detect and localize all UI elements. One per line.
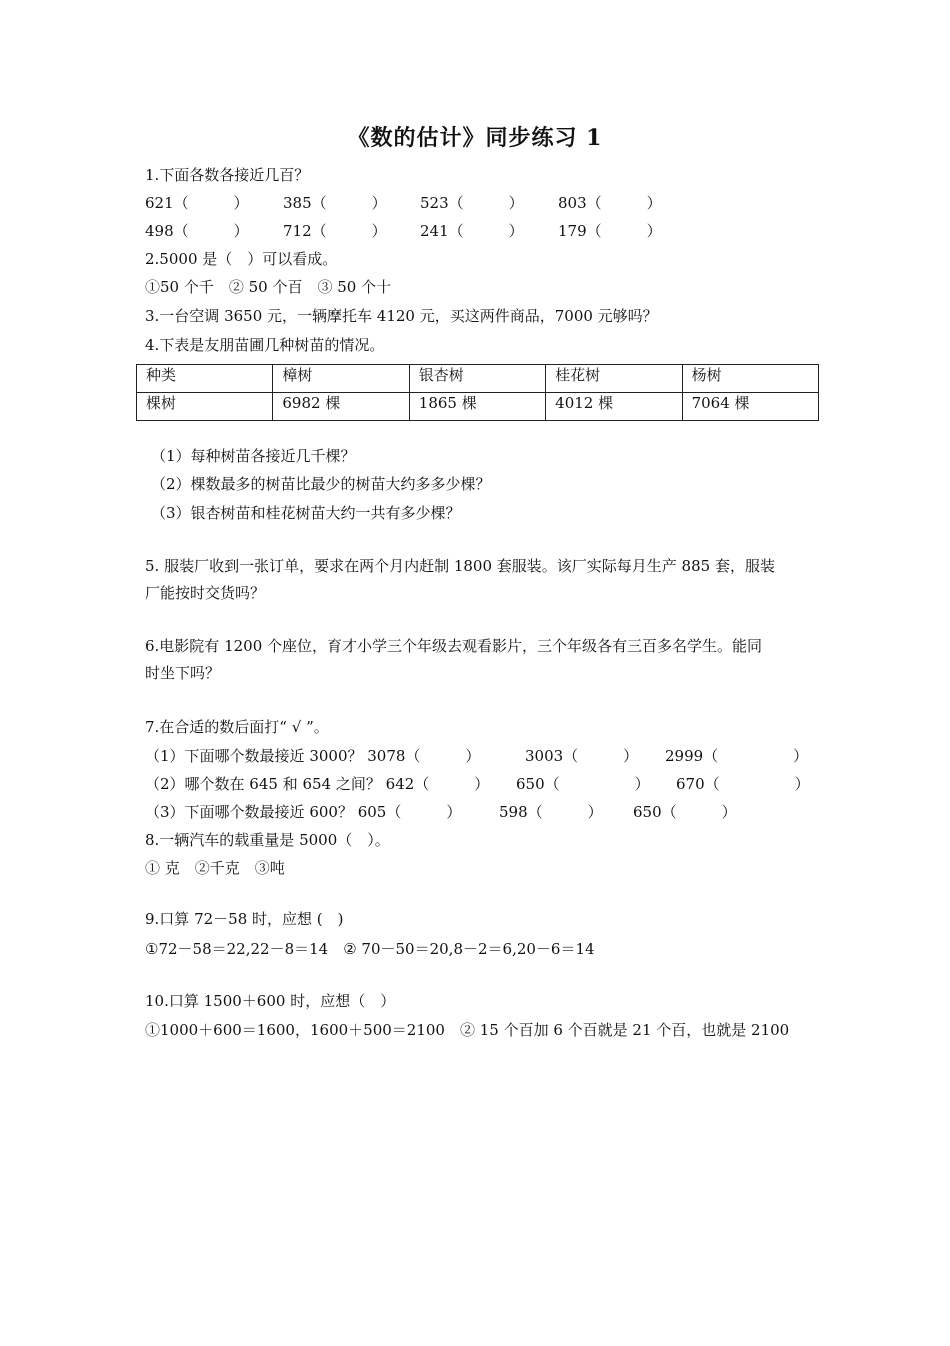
q2-prompt: 2.5000 是（ ）可以看成。 <box>145 250 338 268</box>
table-header-cell: 银杏树 <box>409 365 545 393</box>
q7-sub-question: （2）哪个数在 645 和 654 之间？ 642（ ） <box>145 775 490 793</box>
q7-sub-question: （1）下面哪个数最接近 3000？ 3078（ ） <box>145 747 481 765</box>
q9-prompt: 9.口算 72－58 时，应想 ( ) <box>145 910 344 928</box>
table-row <box>137 393 819 421</box>
q4-sub-question: （2）棵数最多的树苗比最少的树苗大约多多少棵？ <box>151 475 491 493</box>
q7-choice: 650（ ） <box>633 803 737 821</box>
table-cell: 棵树 <box>137 393 273 421</box>
q1-item: 712（ ） <box>283 222 387 240</box>
q5-line: 5. 服装厂收到一张订单，要求在两个月内赶制 1800 套服装。该厂实际每月生产 885 套，服装 <box>145 557 775 575</box>
q1-item: 523（ ） <box>420 194 524 212</box>
tree-table <box>136 364 819 421</box>
q1-item: 385（ ） <box>283 194 387 212</box>
q7-choice: 650（ ） <box>516 775 650 793</box>
q1-item: 498（ ） <box>145 222 249 240</box>
q7-choice: 670（ ） <box>676 775 810 793</box>
q8-prompt: 8.一辆汽车的载重量是 5000（ ）。 <box>145 831 390 849</box>
table-header-cell: 种类 <box>137 365 273 393</box>
table-header-cell: 樟树 <box>273 365 409 393</box>
q8-options: ① 克 ②千克 ③吨 <box>145 859 285 877</box>
table-cell: 7064 棵 <box>682 393 818 421</box>
q3-prompt: 3.一台空调 3650 元，一辆摩托车 4120 元，买这两件商品，7000 元够吗？ <box>145 307 658 325</box>
q6-line: 6.电影院有 1200 个座位，育才小学三个年级去观看影片，三个年级各有三百多名学生。能同 <box>145 637 763 655</box>
table-header-cell: 杨树 <box>682 365 818 393</box>
q1-prompt: 1.下面各数各接近几百？ <box>145 166 310 184</box>
q9-options: ①72－58＝22,22－8＝14 ② 70－50＝20,8－2＝6,20－6＝14 <box>145 940 595 958</box>
q5-line: 厂能按时交货吗？ <box>145 584 266 602</box>
table-header-row <box>137 365 819 393</box>
q1-item: 179（ ） <box>558 222 662 240</box>
q10-prompt: 10.口算 1500＋600 时，应想（ ） <box>145 992 396 1010</box>
q2-options: ①50 个千 ② 50 个百 ③ 50 个十 <box>145 278 392 296</box>
q7-choice: 3003（ ） <box>525 747 639 765</box>
table-cell: 4012 棵 <box>546 393 682 421</box>
page-title: 《数的估计》同步练习 1 <box>347 125 603 151</box>
q1-item: 621（ ） <box>145 194 249 212</box>
q10-options: ①1000＋600＝1600，1600＋500＝2100 ② 15 个百加 6 个百就是 21 个百，也就是 2100 <box>145 1021 790 1039</box>
q4-prompt: 4.下表是友朋苗圃几种树苗的情况。 <box>145 336 385 354</box>
q1-item: 803（ ） <box>558 194 662 212</box>
table-cell: 1865 棵 <box>409 393 545 421</box>
q6-line: 时坐下吗？ <box>145 664 221 682</box>
q7-choice: 598（ ） <box>499 803 603 821</box>
q7-choice: 2999（ ） <box>665 747 809 765</box>
q1-item: 241（ ） <box>420 222 524 240</box>
table-cell: 6982 棵 <box>273 393 409 421</box>
table-header-cell: 桂花树 <box>546 365 682 393</box>
q4-sub-question: （1）每种树苗各接近几千棵？ <box>151 447 356 465</box>
q4-sub-question: （3）银杏树苗和桂花树苗大约一共有多少棵？ <box>151 504 461 522</box>
q7-sub-question: （3）下面哪个数最接近 600？ 605（ ） <box>145 803 462 821</box>
q7-prompt: 7.在合适的数后面打“ √ ”。 <box>145 718 329 736</box>
